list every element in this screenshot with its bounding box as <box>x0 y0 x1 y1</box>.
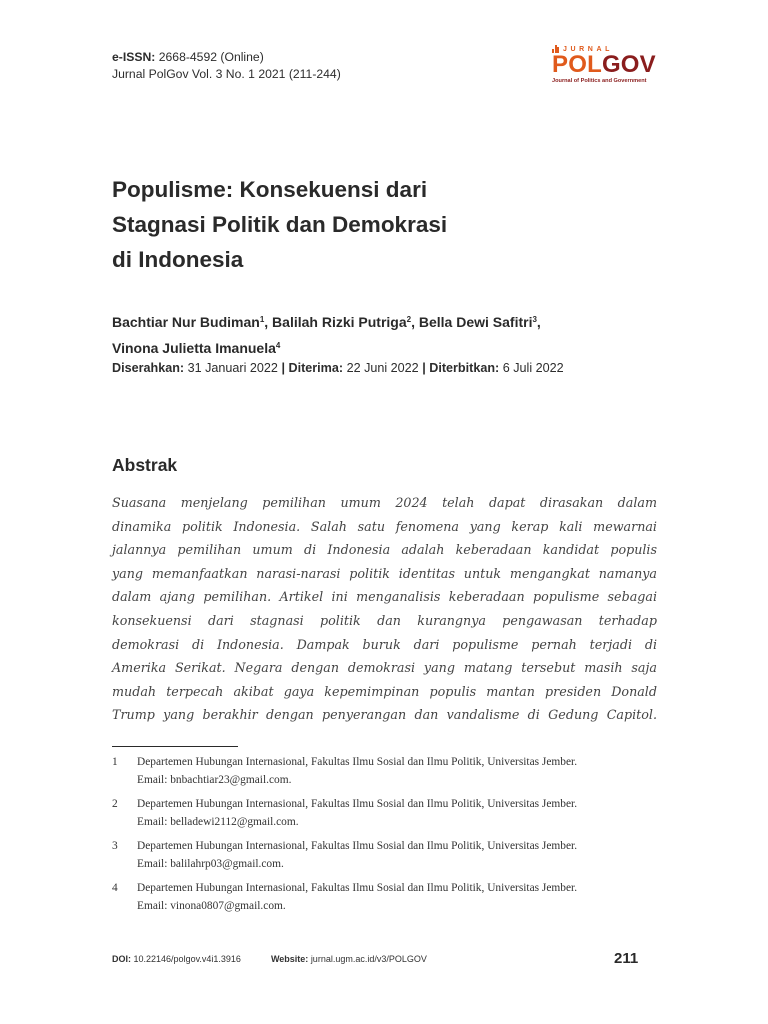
abstract-line: yang memanfaatkan narasi-narasi politik identitas untuk mengangkat namanya <box>112 565 657 581</box>
footnote-number: 4 <box>112 882 118 894</box>
website-link[interactable]: jurnal.ugm.ac.id/v3/POLGOV <box>310 954 427 964</box>
doi-label: DOI: <box>112 954 131 964</box>
accepted-date: 22 Juni 2022 <box>346 361 419 375</box>
date-separator: | <box>422 361 426 375</box>
doi-value: 10.22146/polgov.v4i1.3916 <box>133 954 241 964</box>
abstract-body <box>112 491 657 727</box>
footnote-email: Email: belladewi2112@gmail.com. <box>137 815 299 828</box>
abstract-line: dalam ajang pemilihan. Artikel ini menganalisis keberadaan populisme sebagai <box>112 589 657 605</box>
author-name: Bachtiar Nur Budiman <box>112 314 260 330</box>
submitted-date: 31 Januari 2022 <box>187 361 278 375</box>
author-name: Bella Dewi Safitri <box>418 314 533 330</box>
footnote-number: 1 <box>112 756 118 768</box>
abstract-line: Trump yang berakhir dengan penyerangan dan vandalisme di Gedung Capitol. <box>112 707 657 723</box>
logo-tagline: Journal of Politics and Government <box>552 78 647 84</box>
footnote <box>112 796 660 831</box>
title-line: di Indonesia <box>112 247 244 272</box>
published-label: Diterbitkan: <box>429 361 500 375</box>
publication-dates <box>112 359 564 377</box>
published-date: 6 Juli 2022 <box>502 361 564 375</box>
author-affiliation-mark: 2 <box>406 315 412 324</box>
logo-wordmark: POLGOV <box>552 51 656 78</box>
footnote-affiliation: Departemen Hubungan Internasional, Fakultas Ilmu Sosial dan Ilmu Politik, Universitas Jember. <box>137 840 578 852</box>
submitted-label: Diserahkan: <box>112 361 185 375</box>
footnote <box>112 754 660 789</box>
footnote <box>112 880 660 915</box>
author-name: Vinona Julietta Imanuela <box>112 340 276 356</box>
footnote-email: Email: balilahrp03@gmail.com. <box>137 857 284 870</box>
abstract-line: Suasana menjelang pemilihan umum 2024 telah dapat dirasakan dalam <box>112 495 657 510</box>
journal-meta <box>112 49 341 83</box>
logo-jurnal-text: JURNAL <box>563 45 613 53</box>
author-affiliation-mark: 1 <box>259 315 265 324</box>
article-title <box>112 172 552 277</box>
footnote <box>112 838 660 873</box>
footnote-number: 3 <box>112 840 118 852</box>
author-affiliation-mark: 3 <box>532 315 537 324</box>
abstract-line: mudah terpecah akibat gaya kepemimpinan populis mantan presiden Donald <box>112 683 657 699</box>
abstract-line: dinamika politik Indonesia. Salah satu fenomena yang kerap kali mewarnai <box>112 518 657 534</box>
footnote-affiliation: Departemen Hubungan Internasional, Fakultas Ilmu Sosial dan Ilmu Politik, Universitas Jember. <box>137 882 578 894</box>
abstract-line: jalannya pemilihan umum di Indonesia adalah keberadaan kandidat populis <box>112 542 657 558</box>
page-number: 211 <box>614 950 639 967</box>
footnote-divider <box>112 746 238 747</box>
footnote-email: Email: vinona0807@gmail.com. <box>137 899 286 912</box>
abstract-line: Amerika Serikat. Negara dengan demokrasi yang matang tersebut masih saja <box>112 660 657 676</box>
issn-label: e-ISSN: <box>112 50 156 64</box>
author-affiliation-mark: 4 <box>275 341 281 350</box>
issn-value: 2668-4592 (Online) <box>158 50 264 64</box>
journal-reference: Jurnal PolGov Vol. 3 No. 1 2021 (211-244) <box>112 67 341 81</box>
footnote-number: 2 <box>112 798 118 810</box>
title-line: Stagnasi Politik dan Demokrasi <box>112 212 448 237</box>
polgov-logo <box>552 44 662 86</box>
footnote-email: Email: bnbachtiar23@gmail.com. <box>137 773 292 786</box>
author-list: Bachtiar Nur Budiman$^1$, Balilah Rizki Putriga$^2$, Bella Dewi Safitri$^3$, Vinona Julietta Imanuela$^4$ <box>112 314 541 356</box>
footnote-affiliation: Departemen Hubungan Internasional, Fakultas Ilmu Sosial dan Ilmu Politik, Universitas Jember. <box>137 756 578 768</box>
footnote-affiliation: Departemen Hubungan Internasional, Fakultas Ilmu Sosial dan Ilmu Politik, Universitas Jember. <box>137 798 578 810</box>
website-label: Website: <box>270 954 309 964</box>
abstract-line: demokrasi di Indonesia. Dampak buruk dari populisme pernah terjadi di <box>112 636 657 652</box>
author-name: Balilah Rizki Putriga <box>272 314 407 330</box>
abstract-heading: Abstrak <box>112 455 178 475</box>
abstract-line: konsekuensi dari stagnasi politik dan kurangnya pengawasan terhadap <box>112 612 657 628</box>
title-line: Populisme: Konsekuensi dari <box>112 177 428 202</box>
accepted-label: Diterima: <box>288 361 344 375</box>
page-footer <box>112 954 427 964</box>
issn-line <box>112 49 341 66</box>
date-separator: | <box>281 361 285 375</box>
